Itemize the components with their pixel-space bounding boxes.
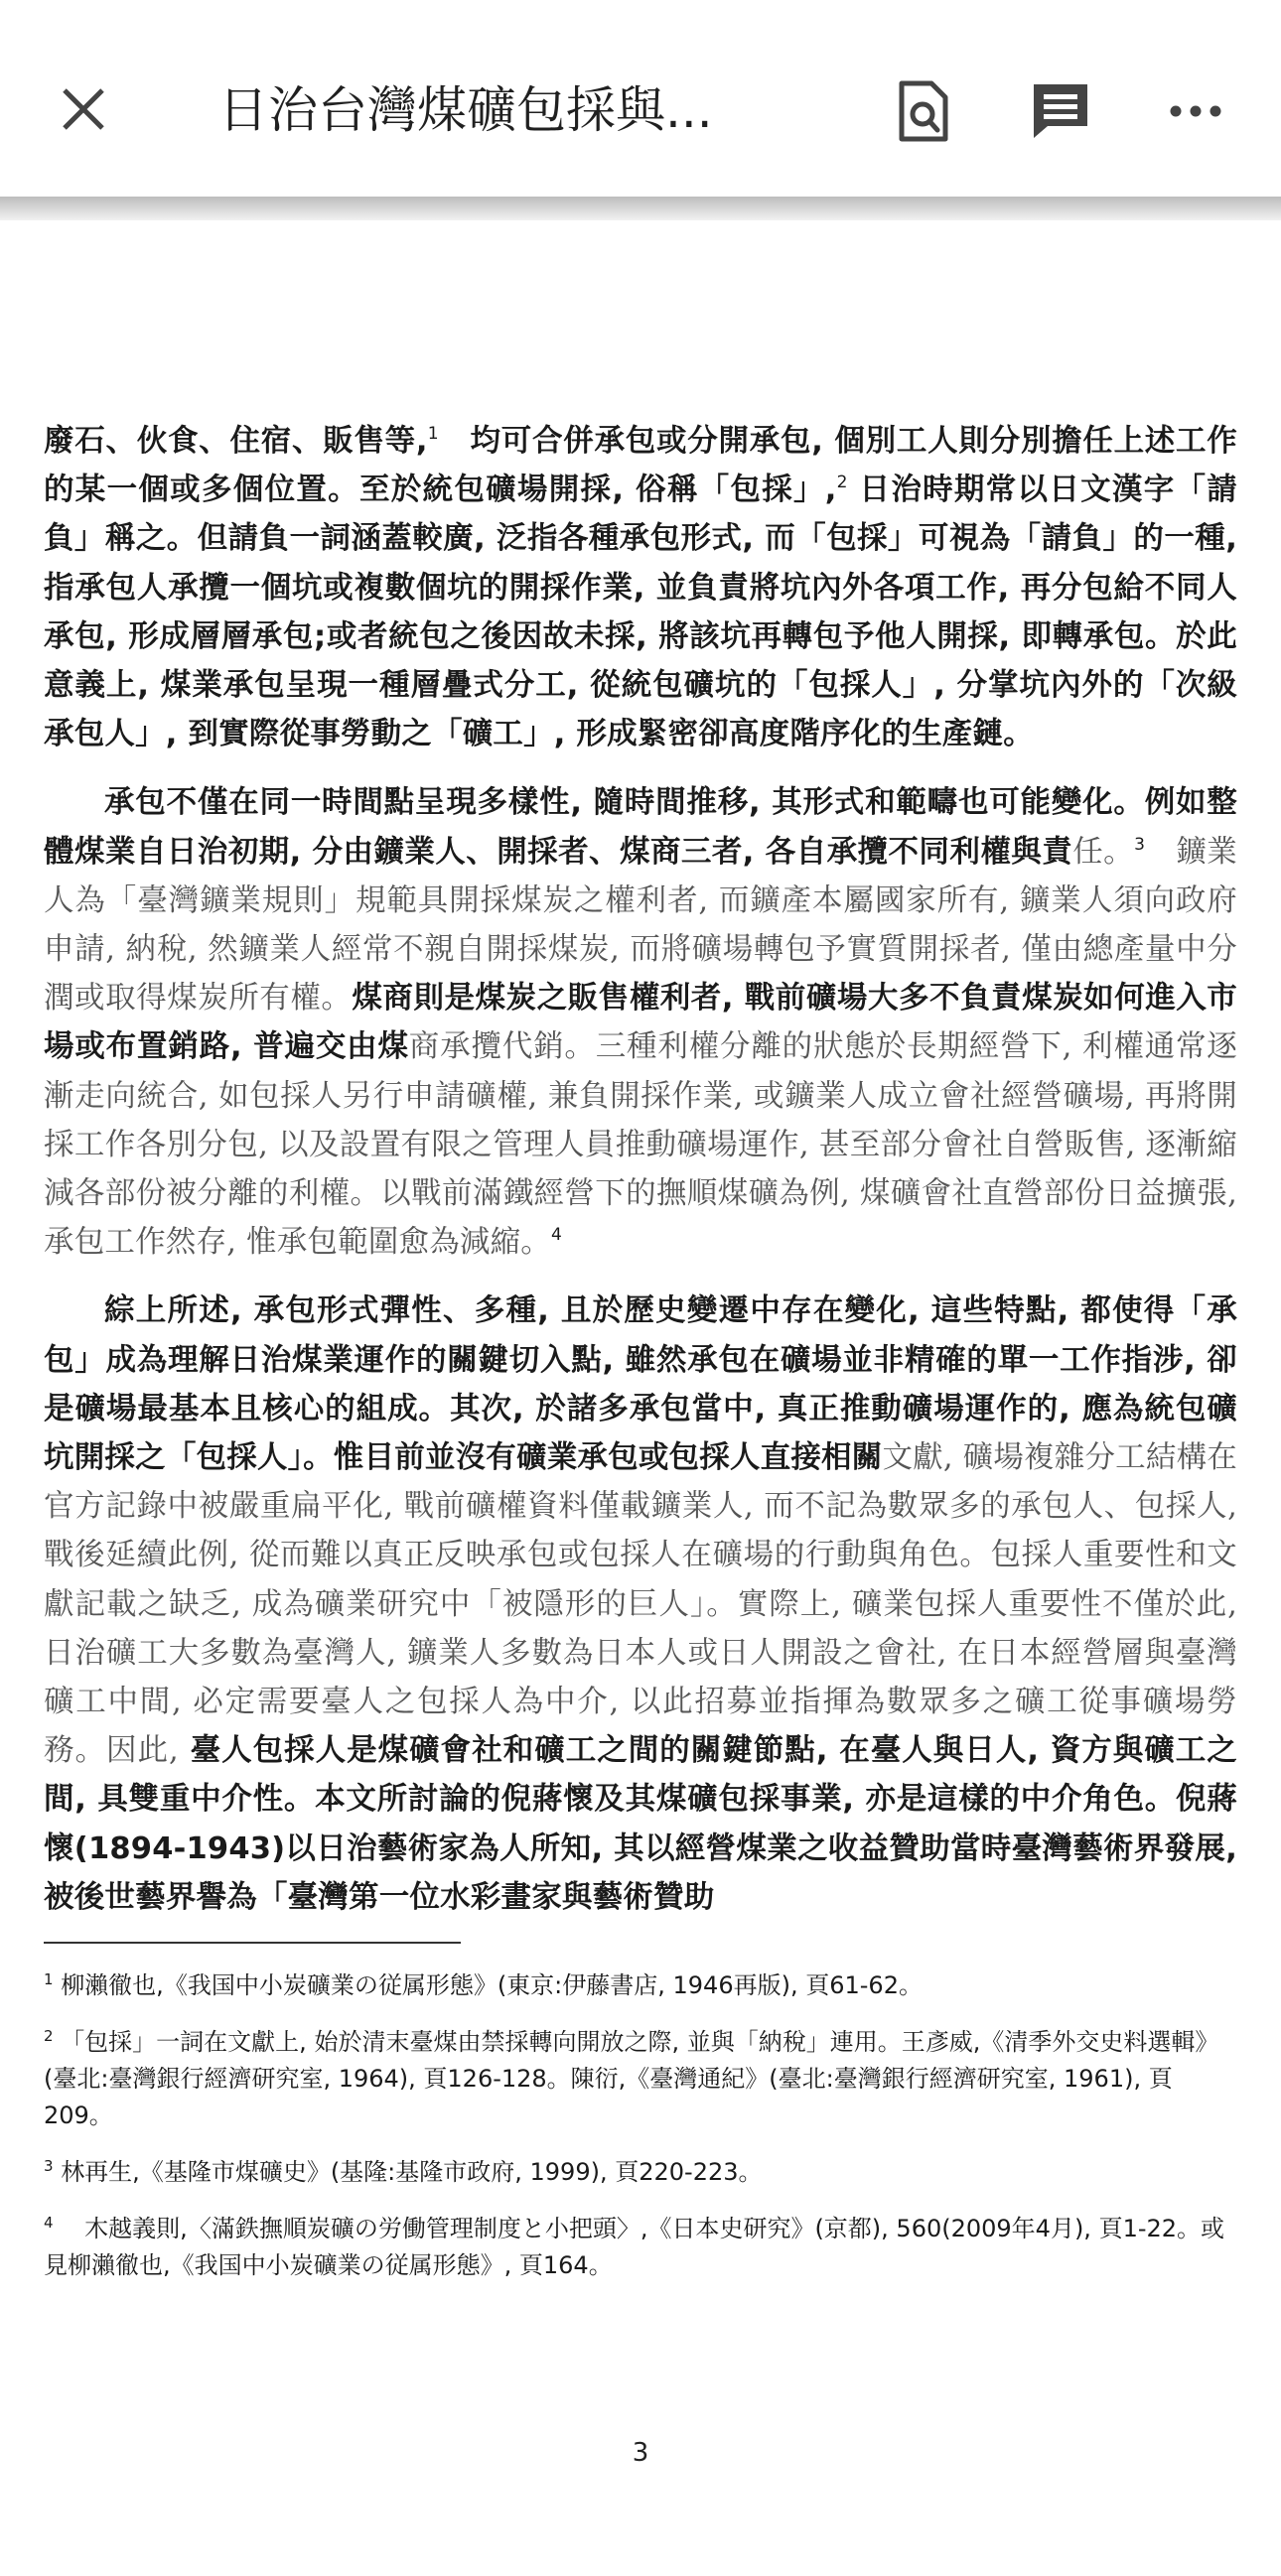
page-number: 3 <box>632 2438 649 2468</box>
text-run: 臺人包採人是煤礦會社和礦工之間的關鍵節點, 在臺人與日人, 資方與礦工之間, 具雙重中介性。本文所討論的倪蔣懷及其煤礦包採事業, 亦是這樣的中介角色。倪蔣懷(1894-1943)以日治藝術家為人所知, 其以經營煤業之收益贊助當時臺灣藝術界發展, 被後世藝界譽為「臺灣第一位水彩畫家與藝術贊助 <box>44 1733 1237 1915</box>
more-options-button[interactable] <box>1160 75 1231 147</box>
body-paragraph <box>44 417 1237 758</box>
footnote-text: 柳瀨徹也,《我国中小炭礦業の従属形態》(東京:伊藤書店, 1946再版), 頁61-62。 <box>61 1971 923 2000</box>
comments-button[interactable] <box>1025 75 1096 147</box>
footnote-text: 木越義則,〈滿鉄撫順炭礦の労働管理制度と小把頭〉,《日本史研究》(京都), 560(2009年4月), 頁1-22。或見柳瀨徹也,《我国中小炭礦業の従属形態》, 頁164。 <box>44 2215 1225 2280</box>
text-run: 綜上所述, 承包形式彈性、多種, 且於歷史變遷中存在變化, 這些特點, 都使得「承包」成為理解日治煤業運作的關鍵切入點, 雖然承包在礦場並非精確的單一工作指涉, 卻是礦場最基本且核心的組成。其次, 於諸多承包當中, 真正推動礦場運作的, 應為統包礦坑開採之「包採人」。惟目前並沒有礦業承包或包採人直接相關 <box>44 1293 1237 1476</box>
close-icon <box>61 86 106 132</box>
body-paragraph <box>44 1287 1237 1922</box>
more-horizontal-icon <box>1168 103 1223 119</box>
footnote-reference: 2 <box>836 473 848 493</box>
footnote-number: 4 <box>44 2214 54 2233</box>
text-run: 日治時期常以日文漢字「請負」稱之。但請負一詞涵蓋較廣, 泛指各種承包形式, 而「包採」可視為「請負」的一種, 指承包人承攬一個坑或複數個坑的開採作業, 並負責將坑內外各項工作, 再分包給不同人承包, 形成層層承包;或者統包之後因故未採, 將該坑再轉包予他人開採, 即轉承包。於此意義上, 煤業承包呈現一種層疊式分工, 從統包礦坑的「包採人」, 分掌坑內外的「次級承包人」, 到實際從事勞動之「礦工」, 形成緊密卻高度階序化的生產鏈。 <box>44 473 1237 752</box>
document-page <box>44 417 1237 2304</box>
footnote-reference: 4 <box>551 1225 563 1246</box>
footnotes <box>44 1967 1237 2284</box>
footnote-reference: 3 <box>1134 834 1146 855</box>
footnote <box>44 1967 1237 2004</box>
footnote-number: 1 <box>44 1970 54 1989</box>
document-toolbar <box>0 0 1281 197</box>
footnote-number: 2 <box>44 2027 54 2046</box>
footnote-divider <box>44 1942 461 1944</box>
footnote-reference: 1 <box>427 424 439 444</box>
close-button[interactable] <box>52 77 115 141</box>
footnote-text: 「包採」一詞在文獻上, 始於清末臺煤由禁採轉向開放之際, 並與「納稅」連用。王彥威,《清季外交史料選輯》(臺北:臺灣銀行經濟研究室, 1964), 頁126-128。陳衍,《臺灣通紀》(臺北:臺灣銀行經濟研究室, 1961), 頁209。 <box>44 2028 1219 2130</box>
footnote <box>44 2024 1237 2134</box>
text-run: 任。 <box>1072 834 1135 870</box>
find-in-page-button[interactable] <box>888 75 959 147</box>
text-run: 商承攬代銷。三種利權分離的狀態於長期經營下, 利權通常逐漸走向統合, 如包採人另行申請礦權, 兼負開採作業, 或鑛業人成立會社經營礦場, 再將開採工作各別分包, 以及設置有限之管理人員推動礦場運作, 甚至部分會社自營販售, 逐漸縮減各部份被分離的利權。以戰前滿鐵經營下的撫順煤礦為例, 煤礦會社直營部份日益擴張, 承包工作然存, 惟承包範圍愈為減縮。 <box>44 1029 1237 1261</box>
text-run: 均可合併承包或分開承包, 個別工人則分別擔任上述工作的某一個或多個位置。至於統包礦場開採, 俗稱「包採」, <box>44 424 1237 508</box>
footnote-number: 3 <box>44 2157 54 2176</box>
footnote-text: 林再生,《基隆市煤礦史》(基隆:基隆市政府, 1999), 頁220-223。 <box>61 2158 763 2187</box>
body-text <box>44 417 1237 1922</box>
text-run: 承包不僅在同一時間點呈現多樣性, 隨時間推移, 其形式和範疇也可能變化。例如整體煤業自日治初期, 分由鑛業人、開採者、煤商三者, 各自承攬不同利權與責 <box>44 785 1237 870</box>
toolbar-shadow <box>0 197 1281 220</box>
text-run: 廢石、伙食、住宿、販售等, <box>44 424 428 459</box>
text-run: 鑛業人為「臺灣鑛業規則」規範具開採煤炭之權利者, 而鑛產本屬國家所有, 鑛業人須向政府申請, 納稅, 然鑛業人經常不親自開採煤炭, 而將礦場轉包予實質開採者, 僅由總產量中分潤或取得煤炭所有權。 <box>44 834 1237 1017</box>
find-in-page-icon <box>896 79 951 143</box>
body-paragraph <box>44 778 1237 1267</box>
footnote <box>44 2154 1237 2191</box>
footnote <box>44 2211 1237 2284</box>
text-run: 文獻, 礦場複雜分工結構在官方記錄中被嚴重扁平化, 戰前礦權資料僅載鑛業人, 而不記為數眾多的承包人、包採人, 戰後延續此例, 從而難以真正反映承包或包採人在礦場的行動與角色。包採人重要性和文獻記載之缺乏, 成為礦業研究中「被隱形的巨人」。實際上, 礦業包採人重要性不僅於此, 日治礦工大多數為臺灣人, 鑛業人多數為日本人或日人開設之會社, 在日本經營層與臺灣礦工中間, 必定需要臺人之包採人為中介, 以此招募並指揮為數眾多之礦工從事礦場勞務。因此, <box>44 1440 1237 1769</box>
comment-icon <box>1030 80 1091 142</box>
document-title: 日治台灣煤礦包採與... <box>218 81 713 139</box>
text-run: 煤商則是煤炭之販售權利者, 戰前礦場大多不負責煤炭如何進入市場或布置銷路, 普遍交由煤 <box>44 981 1238 1065</box>
